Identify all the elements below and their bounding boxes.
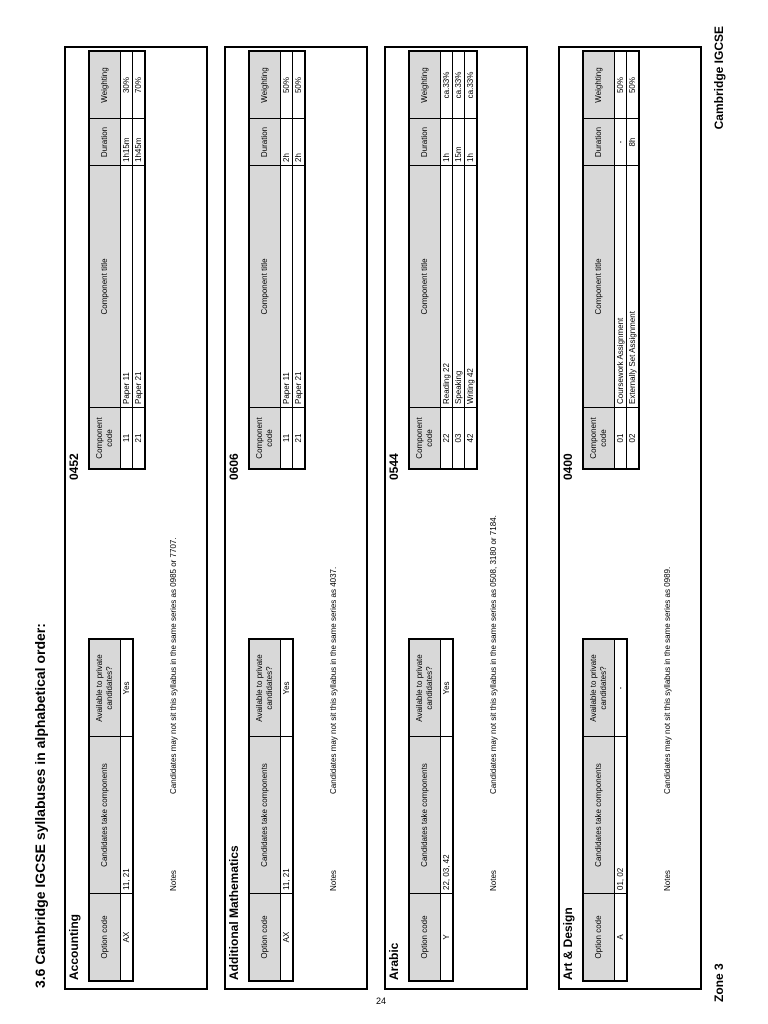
header-component-code: Component code xyxy=(583,408,615,470)
weighting-cell: 70% xyxy=(133,51,146,119)
weighting-cell: 50% xyxy=(627,51,640,119)
notes-label: Notes xyxy=(329,870,338,891)
duration-cell: 1h xyxy=(441,119,453,166)
duration-cell: 8h xyxy=(627,119,640,166)
duration-cell: 2h xyxy=(293,119,306,166)
table-row xyxy=(133,51,146,469)
component-code-cell: 11 xyxy=(281,408,293,470)
available-private-cell: Yes xyxy=(121,639,134,737)
footer-zone: Zone 3 xyxy=(712,963,726,1002)
duration-cell: 1h xyxy=(465,119,478,166)
table-row xyxy=(281,639,294,981)
table-row xyxy=(627,51,640,469)
header-duration: Duration xyxy=(409,119,441,166)
header-candidates-take: Candidates take components xyxy=(409,737,441,894)
candidates-take-cell: 11, 21 xyxy=(281,737,294,894)
component-code-cell: 42 xyxy=(465,408,478,470)
component-code-cell: 21 xyxy=(293,408,306,470)
section-heading: 3.6 Cambridge IGCSE syllabuses in alphabetical order: xyxy=(32,623,48,988)
header-option-code: Option code xyxy=(249,894,281,982)
header-weighting: Weighting xyxy=(249,51,281,119)
header-option-code: Option code xyxy=(583,894,615,982)
header-candidates-take: Candidates take components xyxy=(249,737,281,894)
header-weighting: Weighting xyxy=(583,51,615,119)
notes-text: Candidates may not sit this syllabus in the same series as 0508, 3180 or 7184. xyxy=(489,515,498,794)
component-code-cell: 11 xyxy=(121,408,133,470)
notes-label: Notes xyxy=(663,870,672,891)
header-available-private: Available to private candidates? xyxy=(249,639,281,737)
option-table xyxy=(582,638,628,982)
table-row xyxy=(121,639,134,981)
weighting-cell: 50% xyxy=(293,51,306,119)
table-row xyxy=(281,51,293,469)
syllabus-panel-arabic xyxy=(384,46,528,990)
table-row xyxy=(465,51,478,469)
component-title-cell: Externally Set Assignment xyxy=(627,166,640,408)
header-component-code: Component code xyxy=(409,408,441,470)
header-component-title: Component title xyxy=(409,166,441,408)
notes-label: Notes xyxy=(169,870,178,891)
header-duration: Duration xyxy=(249,119,281,166)
header-component-code: Component code xyxy=(89,408,121,470)
duration-cell: - xyxy=(615,119,627,166)
option-code-cell: AX xyxy=(121,894,134,982)
syllabus-title: Additional Mathematics xyxy=(227,845,241,980)
syllabus-code: 0544 xyxy=(387,453,401,480)
component-title-cell: Reading 22 xyxy=(441,166,453,408)
duration-cell: 15m xyxy=(453,119,465,166)
header-duration: Duration xyxy=(583,119,615,166)
header-available-private: Available to private candidates? xyxy=(89,639,121,737)
duration-cell: 1h45m xyxy=(133,119,146,166)
notes-label: Notes xyxy=(489,870,498,891)
notes-text: Candidates may not sit this syllabus in the same series as 0985 or 7707. xyxy=(169,537,178,794)
header-component-title: Component title xyxy=(583,166,615,408)
table-row xyxy=(453,51,465,469)
syllabus-code: 0452 xyxy=(67,453,81,480)
header-weighting: Weighting xyxy=(409,51,441,119)
notes-text: Candidates may not sit this syllabus in the same series as 4037. xyxy=(329,566,338,794)
header-option-code: Option code xyxy=(89,894,121,982)
candidates-take-cell: 01, 02 xyxy=(615,737,628,894)
syllabus-title: Art & Design xyxy=(561,907,575,980)
component-code-cell: 02 xyxy=(627,408,640,470)
table-row xyxy=(441,51,453,469)
header-candidates-take: Candidates take components xyxy=(583,737,615,894)
header-available-private: Available to private candidates? xyxy=(409,639,441,737)
available-private-cell: Yes xyxy=(281,639,294,737)
option-code-cell: A xyxy=(615,894,628,982)
notes-text: Candidates may not sit this syllabus in the same series as 0989. xyxy=(663,566,672,794)
weighting-cell: ca.33% xyxy=(441,51,453,119)
header-weighting: Weighting xyxy=(89,51,121,119)
table-row xyxy=(615,639,628,981)
duration-cell: 1h15m xyxy=(121,119,133,166)
candidates-take-cell: 22, 03, 42 xyxy=(441,737,454,894)
component-code-cell: 22 xyxy=(441,408,453,470)
component-title-cell: Paper 11 xyxy=(121,166,133,408)
table-row xyxy=(615,51,627,469)
syllabus-panel-accounting xyxy=(64,46,208,990)
option-code-cell: Y xyxy=(441,894,454,982)
rotated-page xyxy=(28,22,738,1002)
option-table xyxy=(408,638,454,982)
syllabus-code: 0606 xyxy=(227,453,241,480)
component-title-cell: Speaking xyxy=(453,166,465,408)
header-component-title: Component title xyxy=(89,166,121,408)
component-title-cell: Paper 21 xyxy=(133,166,146,408)
header-candidates-take: Candidates take components xyxy=(89,737,121,894)
syllabus-title: Arabic xyxy=(387,942,401,980)
option-table xyxy=(248,638,294,982)
component-table xyxy=(582,50,640,470)
option-table xyxy=(88,638,134,982)
weighting-cell: 50% xyxy=(281,51,293,119)
syllabus-title: Accounting xyxy=(67,914,81,980)
component-code-cell: 01 xyxy=(615,408,627,470)
component-code-cell: 21 xyxy=(133,408,146,470)
header-component-title: Component title xyxy=(249,166,281,408)
table-row xyxy=(121,51,133,469)
weighting-cell: ca.33% xyxy=(465,51,478,119)
component-title-cell: Coursework Assignment xyxy=(615,166,627,408)
candidates-take-cell: 11, 21 xyxy=(121,737,134,894)
footer-brand: Cambridge IGCSE xyxy=(712,26,726,130)
available-private-cell: Yes xyxy=(441,639,454,737)
component-code-cell: 03 xyxy=(453,408,465,470)
component-table xyxy=(408,50,478,470)
component-title-cell: Paper 21 xyxy=(293,166,306,408)
syllabus-panel-art-design xyxy=(558,46,702,990)
option-code-cell: AX xyxy=(281,894,294,982)
component-table xyxy=(88,50,146,470)
syllabus-code: 0400 xyxy=(561,453,575,480)
duration-cell: 2h xyxy=(281,119,293,166)
available-private-cell: - xyxy=(615,639,628,737)
syllabus-panel-additional-mathematics xyxy=(224,46,368,990)
component-title-cell: Writing 42 xyxy=(465,166,478,408)
table-row xyxy=(293,51,306,469)
header-available-private: Available to private candidates? xyxy=(583,639,615,737)
page-number: 24 xyxy=(376,996,387,1006)
table-row xyxy=(441,639,454,981)
weighting-cell: 30% xyxy=(121,51,133,119)
weighting-cell: ca.33% xyxy=(453,51,465,119)
component-title-cell: Paper 11 xyxy=(281,166,293,408)
header-duration: Duration xyxy=(89,119,121,166)
header-option-code: Option code xyxy=(409,894,441,982)
weighting-cell: 50% xyxy=(615,51,627,119)
header-component-code: Component code xyxy=(249,408,281,470)
component-table xyxy=(248,50,306,470)
